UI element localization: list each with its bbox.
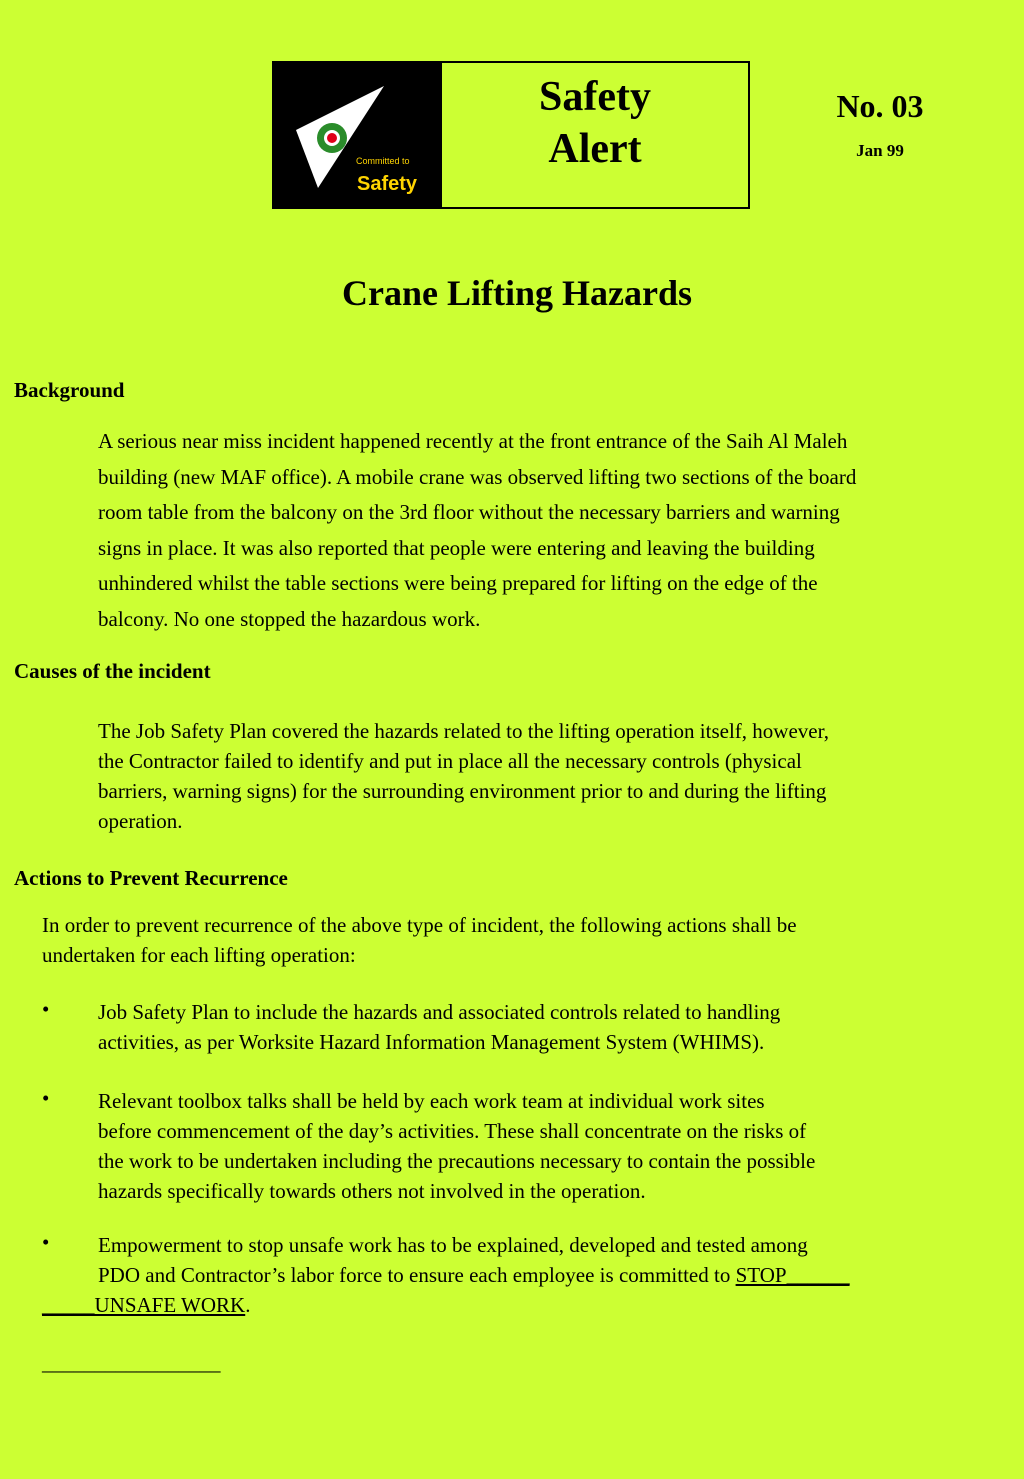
- background-paragraph: [98, 424, 998, 638]
- action-item-line: Relevant toolbox talks shall be held by each work team at individual work sites: [98, 1089, 765, 1113]
- action-item-whims: [98, 997, 978, 1057]
- alert-title-line2: Alert: [548, 126, 642, 172]
- action-item-line: [42, 1290, 942, 1320]
- causes-line: the Contractor failed to identify and put in place all the necessary controls (physical: [98, 749, 802, 773]
- actions-intro-line: undertaken for each lifting operation:: [42, 943, 356, 967]
- safety-alert-header: [272, 61, 750, 209]
- causes-line: barriers, warning signs) for the surrounding environment prior to and during the lifting: [98, 779, 827, 803]
- action-item-line: Job Safety Plan to include the hazards and associated controls related to handling: [98, 1000, 781, 1024]
- background-heading: Background: [14, 378, 125, 402]
- causes-heading: Causes of the incident: [14, 659, 211, 683]
- alert-title: [442, 71, 748, 175]
- stop-unsafe-work-emphasis: _____UNSAFE WORK: [42, 1293, 246, 1317]
- footer-rule: _________________: [42, 1351, 221, 1375]
- alert-title-line1: Safety: [539, 74, 651, 120]
- background-line: building (new MAF office). A mobile crane was observed lifting two sections of the board: [98, 464, 857, 489]
- action-item-toolbox-talks: [98, 1086, 978, 1206]
- action-item-text: PDO and Contractor’s labor force to ensure each employee is committed to: [98, 1263, 736, 1287]
- action-item-line: Empowerment to stop unsafe work has to be explained, developed and tested among: [98, 1233, 808, 1257]
- causes-line: operation.: [98, 809, 183, 833]
- action-item-line: hazards specifically towards others not involved in the operation.: [98, 1179, 646, 1203]
- causes-paragraph: [98, 716, 998, 836]
- actions-intro-line: In order to prevent recurrence of the above type of incident, the following actions shall be: [42, 913, 797, 937]
- document-title: Crane Lifting Hazards: [342, 273, 692, 313]
- action-item-line: activities, as per Worksite Hazard Information Management System (WHIMS).: [98, 1030, 765, 1054]
- bullet-marker: •: [42, 997, 50, 1021]
- action-item-line: [98, 1260, 978, 1290]
- causes-line: The Job Safety Plan covered the hazards related to the lifting operation itself, however,: [98, 719, 829, 743]
- logo-text-safety: Safety: [357, 173, 418, 195]
- actions-heading: Actions to Prevent Recurrence: [14, 866, 288, 890]
- logo-text-committed: Committed to: [356, 156, 410, 166]
- issue-number: No. 03: [836, 88, 924, 124]
- actions-intro: [42, 910, 942, 970]
- background-line: A serious near miss incident happened recently at the front entrance of the Saih Al Maleh: [98, 429, 848, 453]
- background-line: balcony. No one stopped the hazardous work.: [98, 606, 481, 631]
- action-item-line: the work to be undertaken including the precautions necessary to contain the possible: [98, 1149, 816, 1173]
- issue-date: Jan 99: [856, 141, 904, 160]
- action-item-continuation: [42, 1290, 942, 1320]
- background-line: signs in place. It was also reported that people were entering and leaving the building: [98, 535, 815, 560]
- bullet-marker: •: [42, 1086, 50, 1110]
- action-item-stop-unsafe-work: [98, 1230, 978, 1290]
- bullet-marker: •: [42, 1230, 50, 1254]
- action-item-line: before commencement of the day’s activities. These shall concentrate on the risks of: [98, 1119, 807, 1143]
- committed-to-safety-logo: [274, 63, 442, 207]
- background-line: unhindered whilst the table sections were being prepared for lifting on the edge of the: [98, 571, 818, 596]
- stop-unsafe-work-emphasis: STOP______: [735, 1263, 850, 1287]
- background-line: room table from the balcony on the 3rd floor without the necessary barriers and warning: [98, 500, 840, 525]
- action-item-period: .: [245, 1293, 251, 1317]
